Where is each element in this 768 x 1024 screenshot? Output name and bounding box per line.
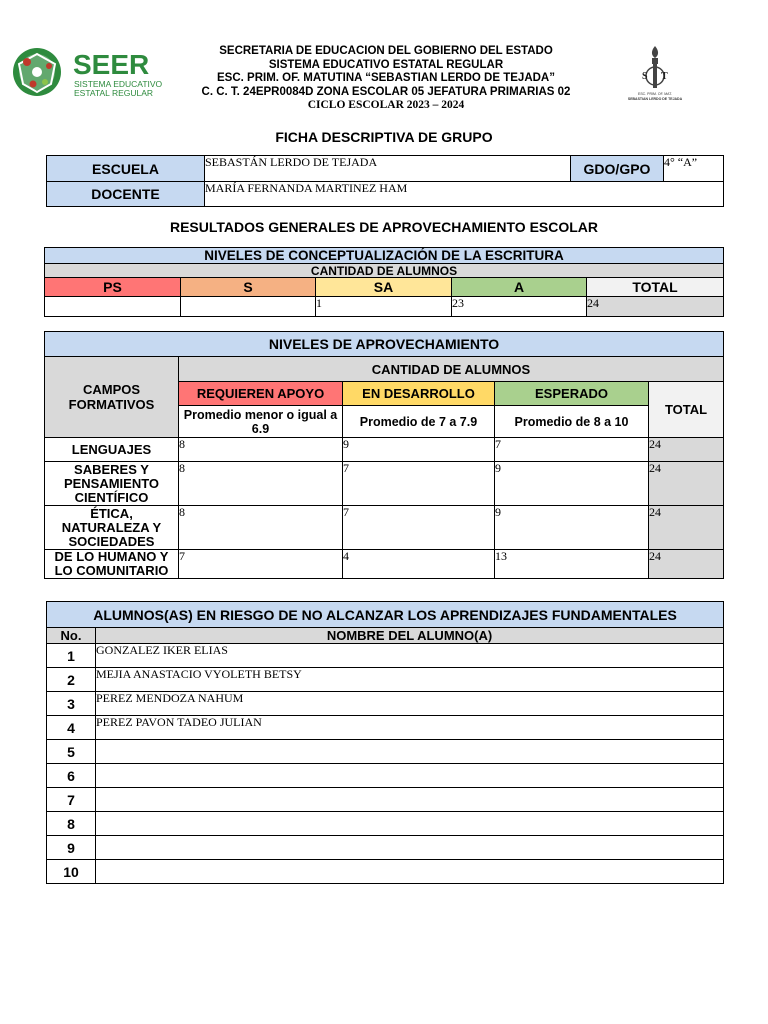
campo-name: ÉTICA, NATURALEZA Y SOCIEDADES bbox=[45, 506, 179, 550]
school-initial-left: S bbox=[642, 71, 648, 82]
escritura-value-sa: 1 bbox=[316, 297, 452, 317]
student-number: 6 bbox=[47, 764, 96, 788]
header-en-desarrollo: EN DESARROLLO bbox=[343, 382, 495, 406]
table-row bbox=[45, 550, 724, 579]
escritura-value-a: 23 bbox=[452, 297, 587, 317]
riesgo-title: ALUMNOS(AS) EN RIESGO DE NO ALCANZAR LOS APRENDIZAJES FUNDAMENTALES bbox=[47, 602, 724, 628]
student-number: 3 bbox=[47, 692, 96, 716]
student-number: 7 bbox=[47, 788, 96, 812]
escritura-value-total: 24 bbox=[587, 297, 724, 317]
gdo-value: 4° “A” bbox=[664, 156, 724, 182]
aprovechamiento-title: NIVELES DE APROVECHAMIENTO bbox=[45, 332, 724, 357]
value-esperado: 7 bbox=[495, 438, 649, 462]
list-item bbox=[47, 644, 724, 668]
escritura-header-sa: SA bbox=[316, 278, 452, 297]
student-name: PEREZ MENDOZA NAHUM bbox=[96, 692, 724, 716]
value-en-desarrollo: 7 bbox=[343, 506, 495, 550]
escritura-value-s bbox=[181, 297, 316, 317]
table-row bbox=[45, 506, 724, 550]
escritura-header-a: A bbox=[452, 278, 587, 297]
header-line-4: C. C. T. 24EPR0084D ZONA ESCOLAR 05 JEFATURA PRIMARIAS 02 bbox=[201, 85, 571, 98]
value-en-desarrollo: 7 bbox=[343, 462, 495, 506]
student-name: GONZALEZ IKER ELIAS bbox=[96, 644, 724, 668]
student-name bbox=[96, 788, 724, 812]
student-number: 9 bbox=[47, 836, 96, 860]
value-total: 24 bbox=[649, 550, 724, 579]
header-line-5: CICLO ESCOLAR 2023 – 2024 bbox=[307, 99, 465, 111]
value-esperado: 9 bbox=[495, 506, 649, 550]
school-caption-2: SEBASTIAN LERDO DE TEJADA bbox=[627, 97, 683, 101]
seer-tagline-1: SISTEMA EDUCATIVO bbox=[74, 79, 163, 89]
page-title: FICHA DESCRIPTIVA DE GRUPO bbox=[275, 129, 493, 145]
student-name bbox=[96, 764, 724, 788]
school-logo bbox=[626, 42, 684, 104]
escuela-label: ESCUELA bbox=[47, 156, 205, 182]
subheader-esperado: Promedio de 8 a 10 bbox=[495, 406, 649, 438]
seer-logo bbox=[7, 44, 187, 100]
student-number: 4 bbox=[47, 716, 96, 740]
table-row bbox=[45, 438, 724, 462]
docente-value: MARÍA FERNANDA MARTINEZ HAM bbox=[205, 182, 724, 207]
value-total: 24 bbox=[649, 506, 724, 550]
escritura-header-ps: PS bbox=[45, 278, 181, 297]
student-number: 2 bbox=[47, 668, 96, 692]
aprovechamiento-table bbox=[44, 331, 724, 579]
escritura-header-total: TOTAL bbox=[587, 278, 724, 297]
escritura-table bbox=[44, 247, 724, 317]
seer-tagline-2: ESTATAL REGULAR bbox=[74, 88, 154, 98]
document-header bbox=[180, 45, 592, 113]
student-number: 5 bbox=[47, 740, 96, 764]
escuela-value: SEBASTÁN LERDO DE TEJADA bbox=[205, 156, 571, 182]
list-item bbox=[47, 716, 724, 740]
list-item bbox=[47, 788, 724, 812]
school-caption-1: ESC. PRIM. OF. MAT. bbox=[638, 92, 672, 96]
list-item bbox=[47, 692, 724, 716]
riesgo-name-label: NOMBRE DEL ALUMNO(A) bbox=[96, 628, 724, 644]
value-esperado: 9 bbox=[495, 462, 649, 506]
list-item bbox=[47, 740, 724, 764]
escritura-header-s: S bbox=[181, 278, 316, 297]
student-number: 10 bbox=[47, 860, 96, 884]
value-total: 24 bbox=[649, 462, 724, 506]
student-name: PEREZ PAVON TADEO JULIAN bbox=[96, 716, 724, 740]
list-item bbox=[47, 860, 724, 884]
header-line-3: ESC. PRIM. OF. MATUTINA “SEBASTIAN LERDO DE TEJADA” bbox=[217, 72, 555, 84]
cantidad-alumnos-label: CANTIDAD DE ALUMNOS bbox=[179, 357, 724, 382]
riesgo-table bbox=[46, 601, 724, 884]
header-line-2: SISTEMA EDUCATIVO ESTATAL REGULAR bbox=[268, 58, 504, 71]
docente-label: DOCENTE bbox=[47, 182, 205, 207]
results-title: RESULTADOS GENERALES DE APROVECHAMIENTO ESCOLAR bbox=[169, 219, 599, 235]
table-row bbox=[45, 462, 724, 506]
escritura-subtitle: CANTIDAD DE ALUMNOS bbox=[45, 264, 724, 278]
campo-name: LENGUAJES bbox=[45, 438, 179, 462]
value-requieren-apoyo: 8 bbox=[179, 506, 343, 550]
subheader-requieren-apoyo: Promedio menor o igual a 6.9 bbox=[179, 406, 343, 438]
gdo-label: GDO/GPO bbox=[571, 156, 664, 182]
campo-name: SABERES Y PENSAMIENTO CIENTÍFICO bbox=[45, 462, 179, 506]
header-total: TOTAL bbox=[649, 382, 724, 438]
header-requieren-apoyo: REQUIEREN APOYO bbox=[179, 382, 343, 406]
student-name bbox=[96, 836, 724, 860]
student-name bbox=[96, 740, 724, 764]
list-item bbox=[47, 764, 724, 788]
header-line-1: SECRETARIA DE EDUCACION DEL GOBIERNO DEL ESTADO bbox=[219, 45, 553, 57]
student-number: 1 bbox=[47, 644, 96, 668]
header-esperado: ESPERADO bbox=[495, 382, 649, 406]
value-en-desarrollo: 4 bbox=[343, 550, 495, 579]
value-requieren-apoyo: 7 bbox=[179, 550, 343, 579]
value-requieren-apoyo: 8 bbox=[179, 438, 343, 462]
student-number: 8 bbox=[47, 812, 96, 836]
campos-formativos-label: CAMPOS FORMATIVOS bbox=[45, 357, 179, 438]
info-table bbox=[46, 155, 724, 207]
value-en-desarrollo: 9 bbox=[343, 438, 495, 462]
campo-name: DE LO HUMANO Y LO COMUNITARIO bbox=[45, 550, 179, 579]
seer-brand: SEER bbox=[73, 49, 150, 80]
escritura-value-ps bbox=[45, 297, 181, 317]
list-item bbox=[47, 836, 724, 860]
school-initial-right: T bbox=[661, 71, 668, 82]
student-name bbox=[96, 812, 724, 836]
value-requieren-apoyo: 8 bbox=[179, 462, 343, 506]
list-item bbox=[47, 668, 724, 692]
list-item bbox=[47, 812, 724, 836]
riesgo-no-label: No. bbox=[47, 628, 96, 644]
student-name bbox=[96, 860, 724, 884]
value-esperado: 13 bbox=[495, 550, 649, 579]
escritura-title: NIVELES DE CONCEPTUALIZACIÓN DE LA ESCRITURA bbox=[45, 248, 724, 264]
student-name: MEJIA ANASTACIO VYOLETH BETSY bbox=[96, 668, 724, 692]
subheader-en-desarrollo: Promedio de 7 a 7.9 bbox=[343, 406, 495, 438]
seer-emblem-icon bbox=[13, 48, 61, 96]
value-total: 24 bbox=[649, 438, 724, 462]
